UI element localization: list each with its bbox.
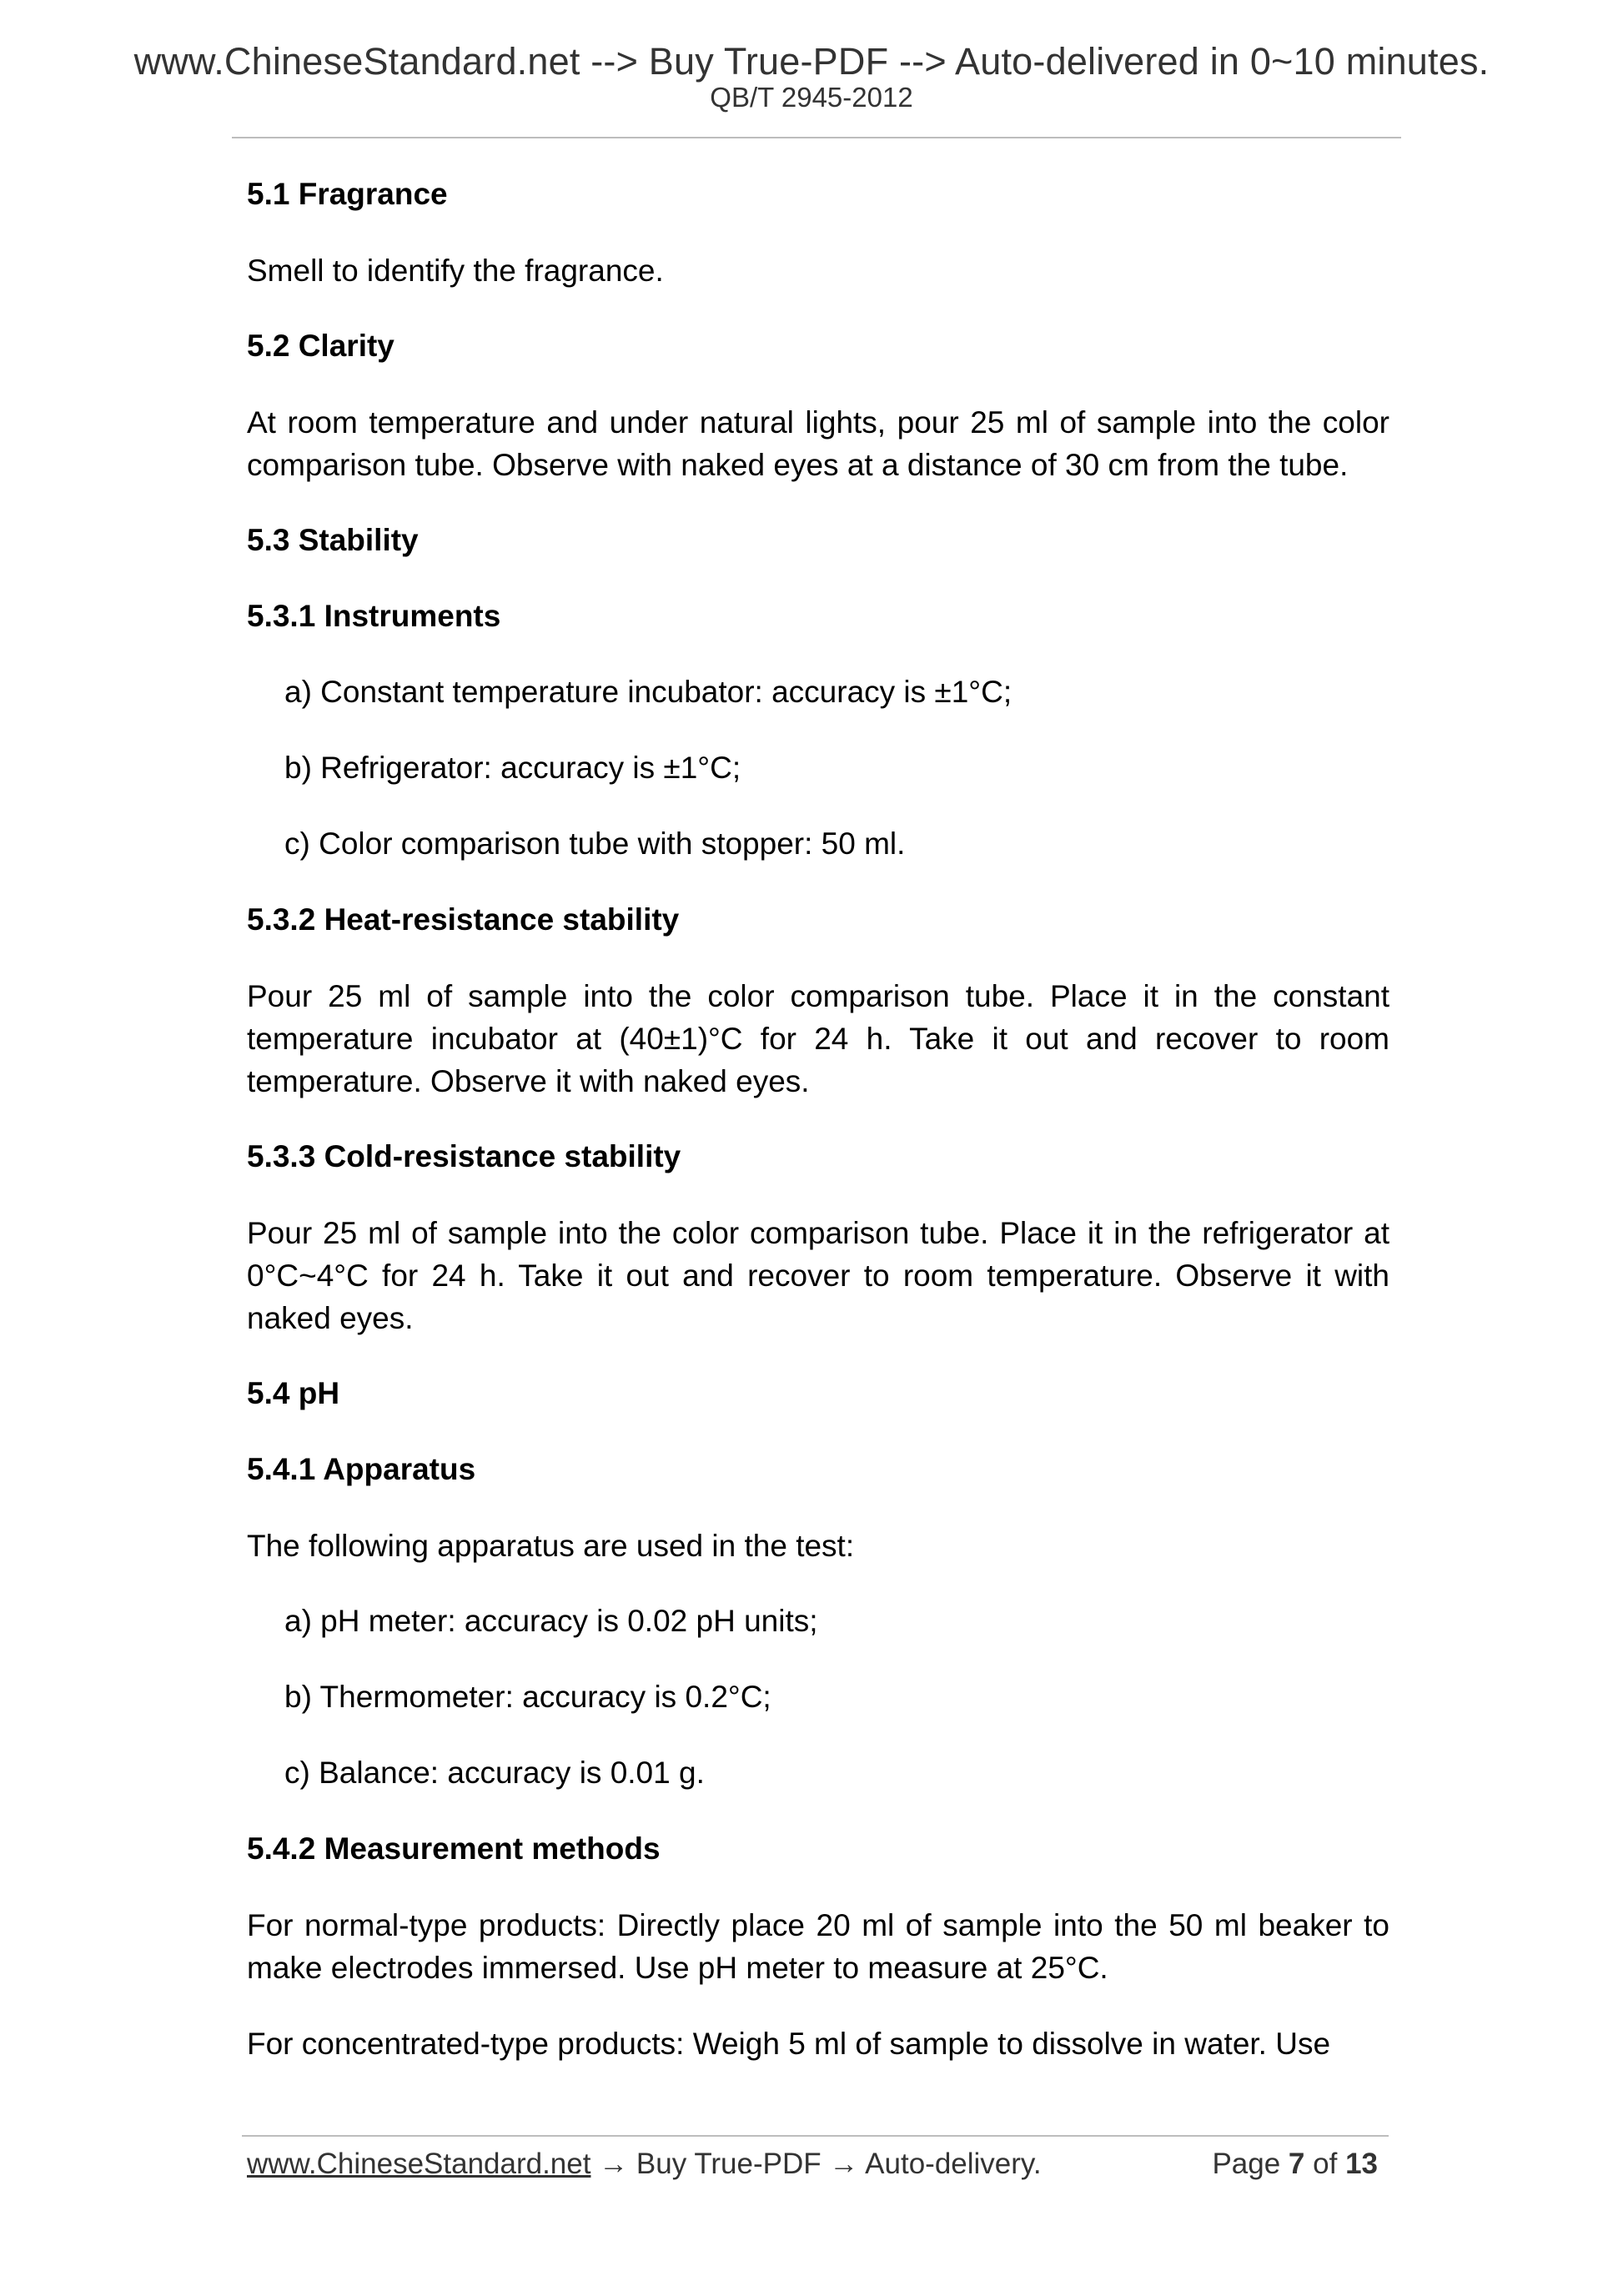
paragraph-5-1: Smell to identify the fragrance.: [247, 254, 664, 288]
header-divider: [232, 137, 1401, 138]
paragraph-5-3-3: Pour 25 ml of sample into the color comparison tube. Place it in the refrigerator at 0°C~4°C for 24 h. Take it out and recover to room temperature. Observe it with naked eyes.: [247, 1216, 1389, 1335]
paragraph-5-4-2-normal: For normal-type products: Directly place 20 ml of sample into the 50 ml beaker to make electrodes immersed. Use pH meter to measure at 25°C.: [247, 1908, 1389, 1985]
paragraph-5-4-1: The following apparatus are used in the test:: [247, 1529, 855, 1563]
of-label: of: [1313, 2148, 1338, 2180]
list-item: c) Balance: accuracy is 0.01 g.: [284, 1756, 705, 1790]
heading-5-3: 5.3 Stability: [247, 523, 419, 557]
paragraph-5-4-2-concentrated: For concentrated-type products: Weigh 5 ml of sample to dissolve in water. Use: [247, 2027, 1331, 2061]
heading-5-3-2: 5.3.2 Heat-resistance stability: [247, 902, 680, 937]
list-item: a) pH meter: accuracy is 0.02 pH units;: [284, 1604, 818, 1638]
footer-text: → Buy True-PDF → Auto-delivery.: [590, 2148, 1042, 2180]
page-label: Page: [1212, 2148, 1281, 2180]
page-footer: [247, 2148, 1378, 2181]
document-id: QB/T 2945-2012: [710, 82, 913, 113]
paragraph-5-2: At room temperature and under natural lights, pour 25 ml of sample into the color comparison tube. Observe with naked eyes at a distance of 30 cm from the tube.: [247, 405, 1389, 482]
list-item: c) Color comparison tube with stopper: 50 ml.: [284, 826, 906, 861]
list-item: b) Thermometer: accuracy is 0.2°C;: [284, 1680, 771, 1714]
list-item: a) Constant temperature incubator: accuracy is ±1°C;: [284, 675, 1012, 709]
list-item: b) Refrigerator: accuracy is ±1°C;: [284, 751, 741, 785]
document-body: [247, 173, 1389, 2065]
page-total: 13: [1345, 2148, 1378, 2180]
heading-5-4-1: 5.4.1 Apparatus: [247, 1452, 476, 1486]
footer-divider: [242, 2135, 1389, 2137]
page-indicator: [1212, 2148, 1378, 2181]
heading-5-4: 5.4 pH: [247, 1376, 340, 1410]
heading-5-1: 5.1 Fragrance: [247, 177, 448, 211]
heading-5-3-3: 5.3.3 Cold-resistance stability: [247, 1139, 681, 1173]
heading-5-3-1: 5.3.1 Instruments: [247, 599, 501, 633]
header-banner: www.ChineseStandard.net --> Buy True-PDF --> Auto-delivered in 0~10 minutes.: [133, 40, 1490, 83]
page-number: 7: [1288, 2148, 1305, 2180]
heading-5-4-2: 5.4.2 Measurement methods: [247, 1831, 661, 1866]
heading-5-2: 5.2 Clarity: [247, 329, 394, 363]
paragraph-5-3-2: Pour 25 ml of sample into the color comparison tube. Place it in the constant temperature incubator at (40±1)°C for 24 h. Take it out and recover to room temperature. Observe it with naked eyes.: [247, 979, 1389, 1098]
footer-link[interactable]: www.ChineseStandard.net: [247, 2148, 591, 2180]
